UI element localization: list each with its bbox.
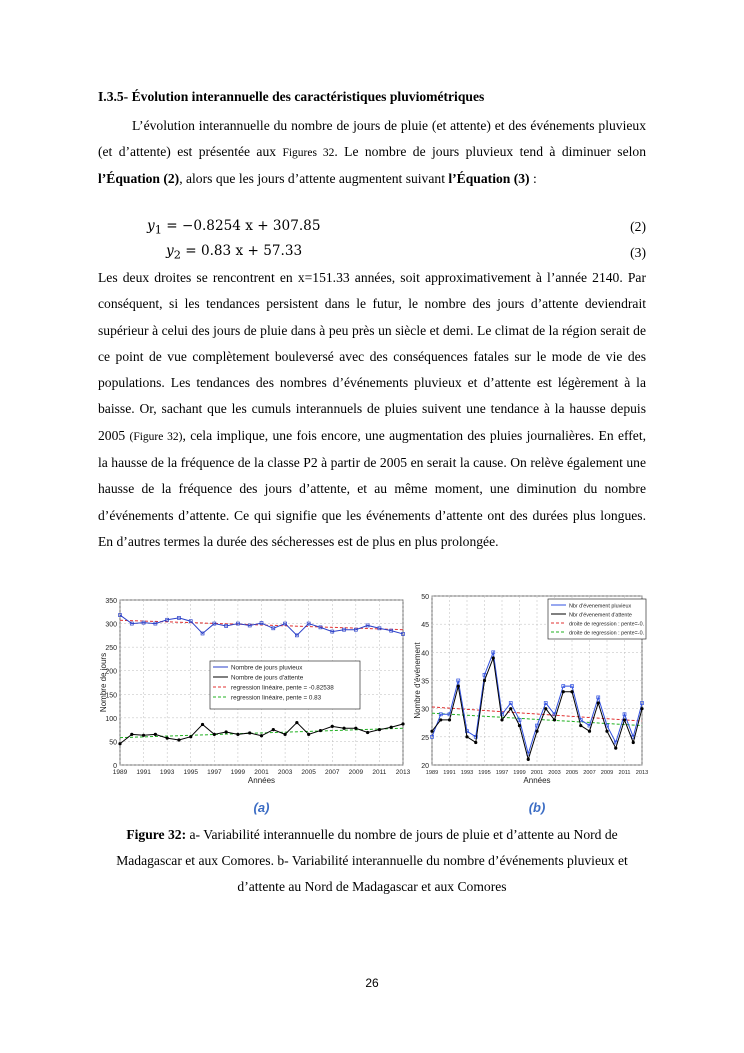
data-point (248, 731, 251, 734)
data-point (236, 733, 239, 736)
y-tick-label: 150 (105, 692, 117, 700)
x-tick-label: 1997 (207, 769, 222, 776)
y-tick-label: 25 (421, 734, 429, 742)
y-tick-label: 50 (421, 594, 429, 601)
y-tick-label: 40 (421, 650, 429, 658)
x-tick-label: 2005 (565, 770, 579, 776)
x-tick-label: 2005 (301, 769, 316, 776)
legend-label: regression linéaire, pente = 0.83 (231, 694, 322, 702)
y-tick-label: 0 (113, 763, 117, 770)
data-point (614, 747, 617, 750)
x-tick-label: 2013 (395, 769, 410, 776)
legend-label: droite de regression : pente=-0. (569, 621, 645, 628)
x-tick-label: 1999 (513, 770, 526, 776)
chart-a (98, 590, 410, 815)
data-point (492, 656, 495, 659)
y-tick-label: 50 (109, 739, 117, 747)
y-axis-label: Nombre de jours (99, 652, 108, 713)
x-tick-label: 1997 (495, 770, 509, 776)
legend-label: Nombre de jours d'attente (231, 674, 304, 682)
data-point (632, 741, 635, 744)
x-tick-label: 2009 (600, 770, 614, 776)
data-point (623, 718, 626, 721)
y-tick-label: 30 (421, 706, 429, 714)
x-tick-label: 1989 (112, 769, 128, 776)
panel-label: (b) (528, 800, 546, 815)
data-point (366, 731, 369, 734)
data-point (272, 728, 275, 731)
data-point (457, 685, 460, 688)
figure-32 (98, 590, 646, 815)
data-point (331, 725, 334, 728)
data-point (118, 742, 121, 745)
legend-label: Nombre de jours pluvieux (231, 664, 303, 672)
y-tick-label: 250 (105, 645, 117, 653)
legend-label: regression linéaire, pente = -0.82538 (231, 684, 334, 692)
x-tick-label: 2001 (530, 770, 544, 776)
x-tick-label: 2011 (372, 769, 387, 776)
data-point (260, 734, 263, 737)
x-tick-label: 2007 (583, 770, 596, 776)
data-point (483, 679, 486, 682)
x-tick-label: 2003 (277, 769, 293, 776)
data-point (553, 718, 556, 721)
x-axis-label: Années (247, 776, 276, 785)
x-tick-label: 1995 (183, 769, 198, 776)
x-tick-label: 2007 (325, 769, 340, 776)
data-point (307, 733, 310, 736)
data-point (588, 730, 591, 733)
legend-label: droite de regression : pente=-0. (569, 630, 645, 637)
x-tick-label: 2013 (635, 770, 648, 776)
x-tick-label: 2011 (618, 770, 631, 776)
paragraph-intro: L’évolution interannuelle du nombre de jours de pluie (et attente) et des événements pluvieux (et d’attente) est présentée aux Figures 32. Le nombre de jours pluvieux tend à diminuer selon l’Équation (2), alors que les jours d’attente augmentent suivant l’Équation (3) : (98, 118, 646, 186)
data-point (570, 690, 573, 693)
data-point (142, 734, 145, 737)
data-point (535, 730, 538, 733)
data-point (597, 701, 600, 704)
y-tick-label: 20 (421, 763, 429, 770)
data-point (562, 690, 565, 693)
y-tick-label: 45 (421, 622, 429, 630)
y-tick-label: 35 (421, 678, 429, 686)
data-point (605, 730, 608, 733)
legend-label: Nbr d'évenement d'attente (569, 612, 632, 619)
x-axis-label: Années (523, 776, 551, 785)
data-point (225, 730, 228, 733)
data-point (342, 727, 345, 730)
data-point (319, 729, 322, 732)
data-point (439, 718, 442, 721)
y-tick-label: 100 (105, 715, 117, 723)
x-tick-label: 1993 (460, 770, 474, 776)
data-point (189, 735, 192, 738)
data-point (283, 733, 286, 736)
x-tick-label: 2003 (548, 770, 561, 776)
equation-2: $y_1 = -0.8254$ x + 307.85 (147, 218, 321, 237)
data-point (166, 737, 169, 740)
data-point (177, 738, 180, 741)
data-point (390, 726, 393, 729)
data-point (640, 707, 643, 710)
data-point (401, 722, 404, 725)
data-point (213, 733, 216, 736)
chart-b (412, 590, 648, 815)
page-number: 26 (365, 976, 379, 990)
paragraph-analysis: Les deux droites se rencontrent en x=151.33 années, soit approximativement à l’année 2140. Par conséquent, si les tendances persistent dans le futur, le nombre des jours d’attente deviendrait supérieur à celui des jours de pluie dans à peu près un siècle et demi. Le climat de la région serait de ce point de vue complètement bouleversé avec des conséquences fatales sur le mode de vie des populations. Les tendances des nombres d’événements pluvieux et d’attente est légèrement à la baisse. Or, sachant que les cumuls interannuels de pluies suivent une tendance à la hausse depuis 2005 (Figure 32), cela implique, une fois encore, une augmentation des pluies journalières. En effet, la hausse de la fréquence de la classe P2 à partir de 2005 en serait la cause. On relève également une hausse de la fréquence des jours d’attente, et au même moment, une diminution du nombre d’événements d’attente. Ce qui signifie que les événements d’attente ont des durées plus longues. En d’autres termes la durée des sécheresses est de plus en plus prolongée. (98, 270, 646, 549)
data-point (465, 735, 468, 738)
x-tick-label: 1993 (159, 769, 175, 776)
figure-caption: Figure 32: a- Variabilité interannuelle du nombre de jours de pluie et d’attente au Nord de Madagascar et aux Comores. b- Variabilité interannuelle du nombre d’événements pluvieux et d’attente au Nord de Madagascar et aux Comores (116, 827, 628, 894)
legend-label: Nbr d'évenement pluvieux (569, 603, 632, 610)
figure-reference-2[interactable]: (Figure 32) (129, 430, 183, 443)
data-point (448, 718, 451, 721)
x-tick-label: 2001 (254, 769, 269, 776)
data-point (474, 741, 477, 744)
data-point (430, 730, 433, 733)
data-point (378, 728, 381, 731)
data-point (130, 733, 133, 736)
data-point (527, 758, 530, 761)
figure-reference[interactable]: Figures 32 (282, 147, 335, 159)
x-tick-label: 1995 (478, 770, 491, 776)
equation-number-2: (2) (630, 219, 646, 234)
data-point (544, 707, 547, 710)
y-axis-label: Nombre d'événement (413, 642, 422, 719)
data-point (509, 707, 512, 710)
section-heading: I.3.5- Évolution interannuelle des caractéristiques pluviométriques (98, 89, 485, 104)
data-point (201, 723, 204, 726)
data-point (518, 724, 521, 727)
equation-3: $y_2 = 0.83$ x + 57.33 (166, 243, 303, 262)
x-tick-label: 1991 (443, 770, 456, 776)
x-tick-label: 1991 (136, 769, 151, 776)
data-point (579, 724, 582, 727)
y-tick-label: 300 (105, 621, 117, 629)
data-point (295, 721, 298, 724)
x-tick-label: 2009 (348, 769, 364, 776)
panel-label: (a) (253, 800, 270, 815)
data-point (354, 727, 357, 730)
data-point (154, 733, 157, 736)
x-tick-label: 1999 (230, 769, 246, 776)
data-point (500, 718, 503, 721)
x-tick-label: 1989 (425, 770, 439, 776)
equation-number-3: (3) (630, 245, 646, 260)
y-tick-label: 350 (105, 598, 117, 605)
y-tick-label: 200 (105, 668, 117, 676)
